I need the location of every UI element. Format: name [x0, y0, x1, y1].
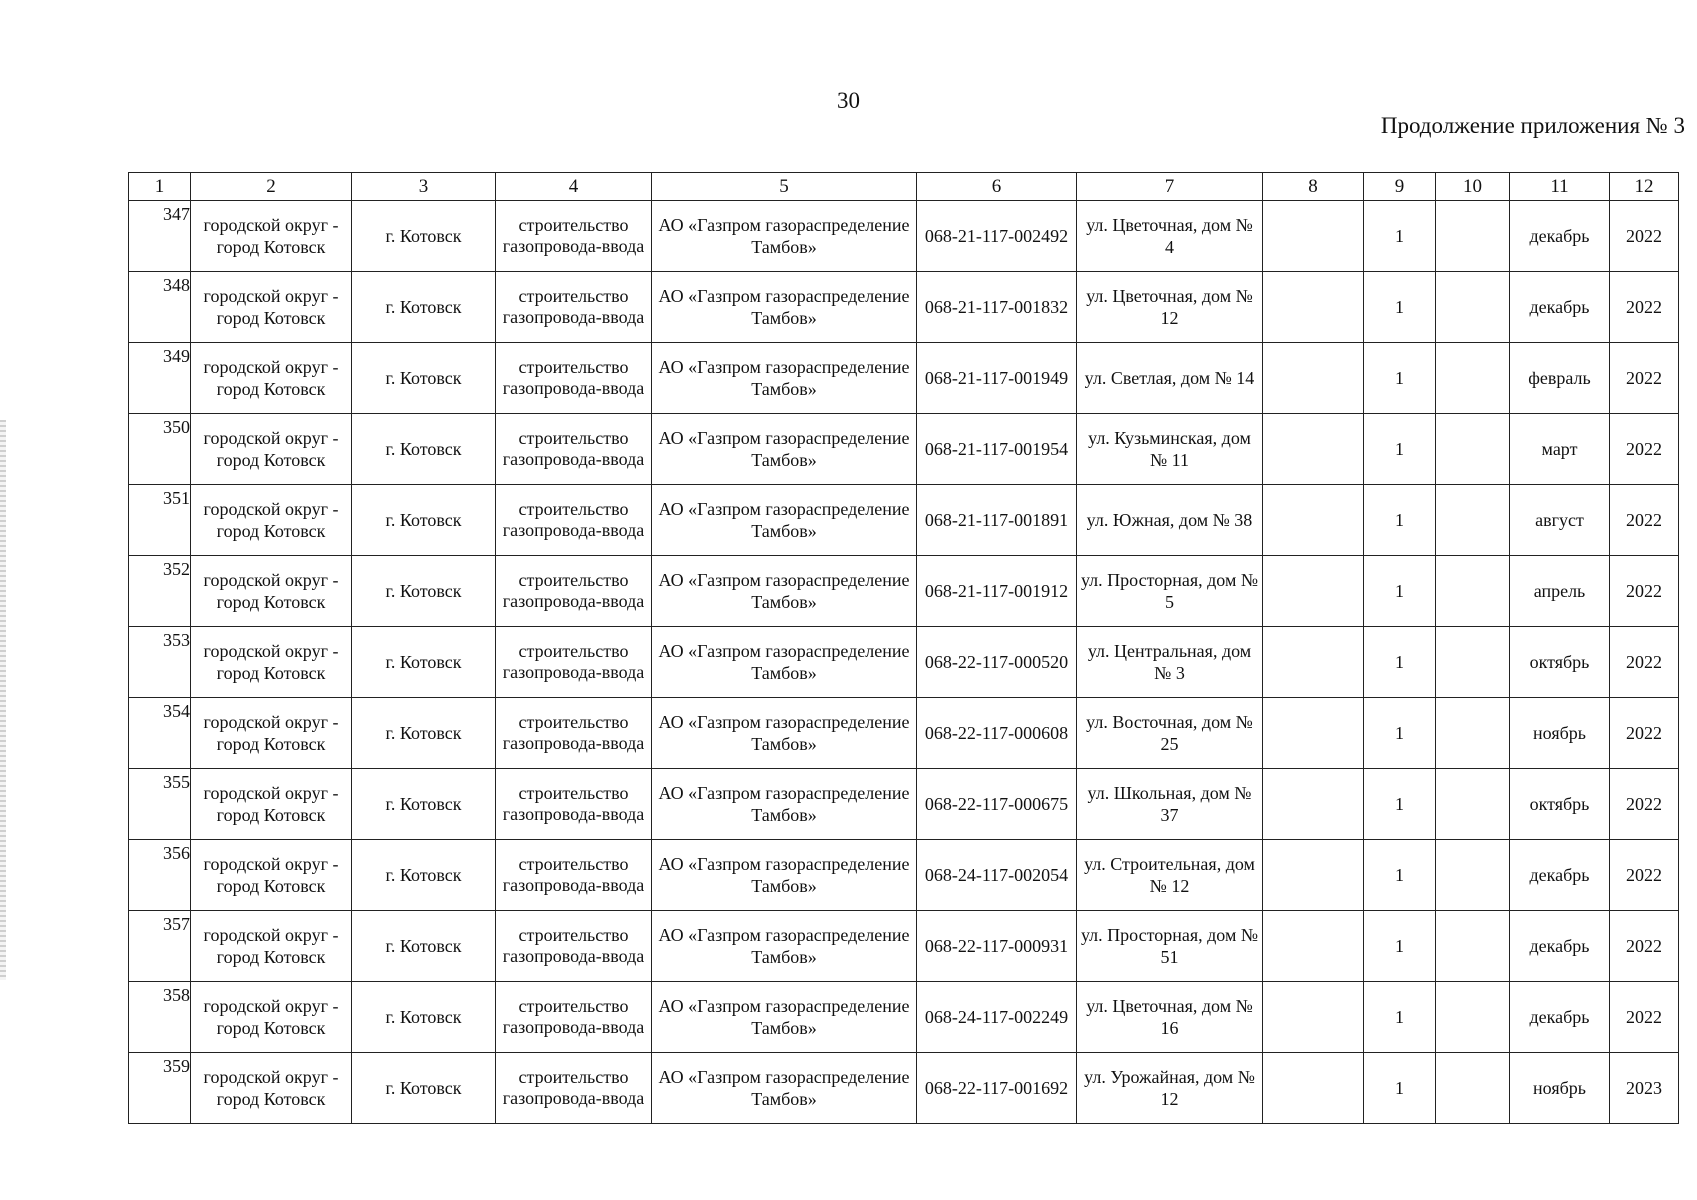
year-cell: 2022	[1610, 698, 1679, 769]
district-cell: городской округ - город Котовск	[191, 698, 352, 769]
appendix-continuation-note: Продолжение приложения № 3	[1380, 113, 1685, 138]
table-row	[129, 911, 1679, 982]
work-type-cell: строительство газопровода-ввода	[496, 556, 652, 627]
address-cell: ул. Цветочная, дом № 4	[1077, 201, 1263, 272]
col8-cell	[1263, 343, 1364, 414]
col10-cell	[1436, 272, 1510, 343]
district-cell: городской округ - город Котовск	[191, 769, 352, 840]
work-type-cell: строительство газопровода-ввода	[496, 769, 652, 840]
locality-cell: г. Котовск	[352, 343, 496, 414]
work-type-cell: строительство газопровода-ввода	[496, 485, 652, 556]
address-cell: ул. Школьная, дом № 37	[1077, 769, 1263, 840]
organization-cell: АО «Газпром газораспределение Тамбов»	[652, 769, 917, 840]
work-type-cell: строительство газопровода-ввода	[496, 627, 652, 698]
locality-cell: г. Котовск	[352, 840, 496, 911]
work-type-cell: строительство газопровода-ввода	[496, 911, 652, 982]
count-cell: 1	[1364, 982, 1436, 1053]
object-code-cell: 068-22-117-000520	[917, 627, 1077, 698]
address-cell: ул. Цветочная, дом № 12	[1077, 272, 1263, 343]
column-header: 11	[1510, 173, 1610, 201]
district-cell: городской округ - город Котовск	[191, 982, 352, 1053]
object-code-cell: 068-21-117-001949	[917, 343, 1077, 414]
column-header: 5	[652, 173, 917, 201]
address-cell: ул. Центральная, дом № 3	[1077, 627, 1263, 698]
year-cell: 2022	[1610, 840, 1679, 911]
address-cell: ул. Урожайная, дом № 12	[1077, 1053, 1263, 1124]
year-cell: 2022	[1610, 272, 1679, 343]
col10-cell	[1436, 627, 1510, 698]
column-header: 6	[917, 173, 1077, 201]
table-row	[129, 698, 1679, 769]
year-cell: 2022	[1610, 769, 1679, 840]
work-type-cell: строительство газопровода-ввода	[496, 272, 652, 343]
column-header: 3	[352, 173, 496, 201]
count-cell: 1	[1364, 343, 1436, 414]
col8-cell	[1263, 698, 1364, 769]
district-cell: городской округ - город Котовск	[191, 201, 352, 272]
column-header: 1	[129, 173, 191, 201]
district-cell: городской округ - город Котовск	[191, 627, 352, 698]
month-cell: декабрь	[1510, 840, 1610, 911]
year-cell: 2022	[1610, 911, 1679, 982]
column-header: 9	[1364, 173, 1436, 201]
object-code-cell: 068-24-117-002249	[917, 982, 1077, 1053]
district-cell: городской округ - город Котовск	[191, 840, 352, 911]
object-code-cell: 068-21-117-001891	[917, 485, 1077, 556]
table-row	[129, 556, 1679, 627]
column-header: 8	[1263, 173, 1364, 201]
organization-cell: АО «Газпром газораспределение Тамбов»	[652, 698, 917, 769]
organization-cell: АО «Газпром газораспределение Тамбов»	[652, 556, 917, 627]
col10-cell	[1436, 485, 1510, 556]
col8-cell	[1263, 911, 1364, 982]
registry-body	[129, 201, 1679, 1124]
count-cell: 1	[1364, 485, 1436, 556]
district-cell: городской округ - город Котовск	[191, 1053, 352, 1124]
count-cell: 1	[1364, 840, 1436, 911]
object-code-cell: 068-22-117-000608	[917, 698, 1077, 769]
table-row	[129, 485, 1679, 556]
locality-cell: г. Котовск	[352, 627, 496, 698]
organization-cell: АО «Газпром газораспределение Тамбов»	[652, 343, 917, 414]
table-row	[129, 272, 1679, 343]
col10-cell	[1436, 982, 1510, 1053]
year-cell: 2022	[1610, 343, 1679, 414]
col10-cell	[1436, 343, 1510, 414]
count-cell: 1	[1364, 201, 1436, 272]
row-number: 356	[129, 840, 191, 911]
col8-cell	[1263, 1053, 1364, 1124]
table-row	[129, 343, 1679, 414]
organization-cell: АО «Газпром газораспределение Тамбов»	[652, 911, 917, 982]
organization-cell: АО «Газпром газораспределение Тамбов»	[652, 1053, 917, 1124]
year-cell: 2022	[1610, 556, 1679, 627]
column-header: 10	[1436, 173, 1510, 201]
col10-cell	[1436, 201, 1510, 272]
count-cell: 1	[1364, 1053, 1436, 1124]
organization-cell: АО «Газпром газораспределение Тамбов»	[652, 272, 917, 343]
district-cell: городской округ - город Котовск	[191, 485, 352, 556]
month-cell: декабрь	[1510, 272, 1610, 343]
address-cell: ул. Южная, дом № 38	[1077, 485, 1263, 556]
col8-cell	[1263, 485, 1364, 556]
month-cell: август	[1510, 485, 1610, 556]
table-row	[129, 414, 1679, 485]
organization-cell: АО «Газпром газораспределение Тамбов»	[652, 201, 917, 272]
table-row	[129, 1053, 1679, 1124]
locality-cell: г. Котовск	[352, 769, 496, 840]
row-number: 355	[129, 769, 191, 840]
month-cell: ноябрь	[1510, 1053, 1610, 1124]
month-cell: февраль	[1510, 343, 1610, 414]
district-cell: городской округ - город Котовск	[191, 556, 352, 627]
object-code-cell: 068-22-117-000675	[917, 769, 1077, 840]
row-number: 351	[129, 485, 191, 556]
object-code-cell: 068-24-117-002054	[917, 840, 1077, 911]
work-type-cell: строительство газопровода-ввода	[496, 414, 652, 485]
scan-edge-artifact	[0, 420, 6, 980]
row-number: 354	[129, 698, 191, 769]
address-cell: ул. Просторная, дом № 5	[1077, 556, 1263, 627]
address-cell: ул. Просторная, дом № 51	[1077, 911, 1263, 982]
column-header: 4	[496, 173, 652, 201]
month-cell: март	[1510, 414, 1610, 485]
object-code-cell: 068-21-117-002492	[917, 201, 1077, 272]
row-number: 349	[129, 343, 191, 414]
locality-cell: г. Котовск	[352, 698, 496, 769]
year-cell: 2023	[1610, 1053, 1679, 1124]
col10-cell	[1436, 414, 1510, 485]
address-cell: ул. Кузьминская, дом № 11	[1077, 414, 1263, 485]
count-cell: 1	[1364, 272, 1436, 343]
row-number: 352	[129, 556, 191, 627]
column-header: 7	[1077, 173, 1263, 201]
object-code-cell: 068-21-117-001954	[917, 414, 1077, 485]
address-cell: ул. Цветочная, дом № 16	[1077, 982, 1263, 1053]
month-cell: декабрь	[1510, 982, 1610, 1053]
organization-cell: АО «Газпром газораспределение Тамбов»	[652, 627, 917, 698]
year-cell: 2022	[1610, 201, 1679, 272]
col10-cell	[1436, 1053, 1510, 1124]
object-code-cell: 068-21-117-001912	[917, 556, 1077, 627]
column-number-row	[129, 173, 1679, 201]
row-number: 348	[129, 272, 191, 343]
month-cell: декабрь	[1510, 911, 1610, 982]
col10-cell	[1436, 769, 1510, 840]
count-cell: 1	[1364, 769, 1436, 840]
col8-cell	[1263, 201, 1364, 272]
col8-cell	[1263, 769, 1364, 840]
col8-cell	[1263, 414, 1364, 485]
col8-cell	[1263, 982, 1364, 1053]
month-cell: октябрь	[1510, 627, 1610, 698]
organization-cell: АО «Газпром газораспределение Тамбов»	[652, 485, 917, 556]
locality-cell: г. Котовск	[352, 414, 496, 485]
work-type-cell: строительство газопровода-ввода	[496, 343, 652, 414]
work-type-cell: строительство газопровода-ввода	[496, 840, 652, 911]
count-cell: 1	[1364, 556, 1436, 627]
col8-cell	[1263, 272, 1364, 343]
count-cell: 1	[1364, 911, 1436, 982]
col8-cell	[1263, 840, 1364, 911]
year-cell: 2022	[1610, 627, 1679, 698]
work-type-cell: строительство газопровода-ввода	[496, 698, 652, 769]
col8-cell	[1263, 627, 1364, 698]
address-cell: ул. Восточная, дом № 25	[1077, 698, 1263, 769]
district-cell: городской округ - город Котовск	[191, 414, 352, 485]
month-cell: апрель	[1510, 556, 1610, 627]
locality-cell: г. Котовск	[352, 982, 496, 1053]
table-row	[129, 982, 1679, 1053]
object-code-cell: 068-22-117-001692	[917, 1053, 1077, 1124]
col8-cell	[1263, 556, 1364, 627]
count-cell: 1	[1364, 698, 1436, 769]
locality-cell: г. Котовск	[352, 201, 496, 272]
table-row	[129, 840, 1679, 911]
locality-cell: г. Котовск	[352, 485, 496, 556]
district-cell: городской округ - город Котовск	[191, 272, 352, 343]
work-type-cell: строительство газопровода-ввода	[496, 201, 652, 272]
count-cell: 1	[1364, 627, 1436, 698]
month-cell: ноябрь	[1510, 698, 1610, 769]
col10-cell	[1436, 911, 1510, 982]
row-number: 358	[129, 982, 191, 1053]
organization-cell: АО «Газпром газораспределение Тамбов»	[652, 840, 917, 911]
table-row	[129, 627, 1679, 698]
row-number: 357	[129, 911, 191, 982]
work-type-cell: строительство газопровода-ввода	[496, 1053, 652, 1124]
row-number: 353	[129, 627, 191, 698]
count-cell: 1	[1364, 414, 1436, 485]
organization-cell: АО «Газпром газораспределение Тамбов»	[652, 982, 917, 1053]
year-cell: 2022	[1610, 485, 1679, 556]
object-code-cell: 068-21-117-001832	[917, 272, 1077, 343]
district-cell: городской округ - город Котовск	[191, 343, 352, 414]
address-cell: ул. Светлая, дом № 14	[1077, 343, 1263, 414]
page-number: 30	[837, 88, 860, 113]
object-code-cell: 068-22-117-000931	[917, 911, 1077, 982]
year-cell: 2022	[1610, 414, 1679, 485]
gas-pipeline-registry-table	[128, 172, 1679, 1124]
locality-cell: г. Котовск	[352, 272, 496, 343]
address-cell: ул. Строительная, дом № 12	[1077, 840, 1263, 911]
col10-cell	[1436, 840, 1510, 911]
row-number: 347	[129, 201, 191, 272]
locality-cell: г. Котовск	[352, 556, 496, 627]
month-cell: октябрь	[1510, 769, 1610, 840]
district-cell: городской округ - город Котовск	[191, 911, 352, 982]
table-row	[129, 769, 1679, 840]
col10-cell	[1436, 698, 1510, 769]
column-header: 12	[1610, 173, 1679, 201]
work-type-cell: строительство газопровода-ввода	[496, 982, 652, 1053]
column-header: 2	[191, 173, 352, 201]
year-cell: 2022	[1610, 982, 1679, 1053]
locality-cell: г. Котовск	[352, 1053, 496, 1124]
col10-cell	[1436, 556, 1510, 627]
table-row	[129, 201, 1679, 272]
row-number: 359	[129, 1053, 191, 1124]
month-cell: декабрь	[1510, 201, 1610, 272]
organization-cell: АО «Газпром газораспределение Тамбов»	[652, 414, 917, 485]
row-number: 350	[129, 414, 191, 485]
locality-cell: г. Котовск	[352, 911, 496, 982]
